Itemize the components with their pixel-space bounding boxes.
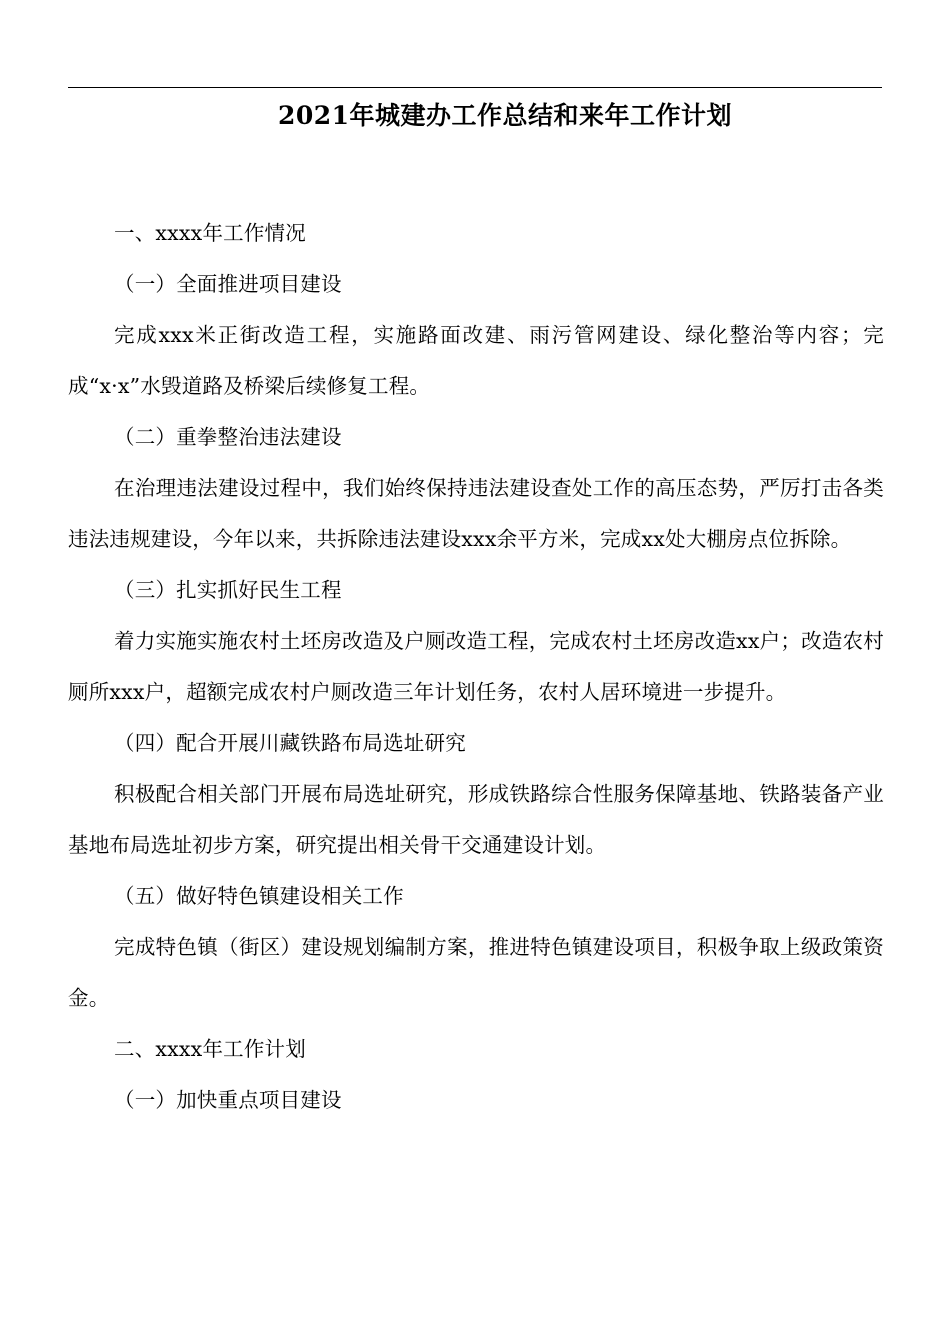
section-heading-1: 一、xxxx年工作情况 (114, 221, 306, 245)
document-body (68, 208, 884, 1126)
subheading-1-4: （四）配合开展川藏铁路布局选址研究 (114, 731, 466, 755)
subheading-1-3: （三）扎实抓好民生工程 (114, 578, 342, 602)
subheading-2-1: （一）加快重点项目建设 (114, 1088, 342, 1112)
paragraph-1-1: 完成xxx米正街改造工程，实施路面改建、雨污管网建设、绿化整治等内容；完成“x·x”水毁道路及桥梁后续修复工程。 (68, 323, 884, 398)
paragraph-1-2: 在治理违法建设过程中，我们始终保持违法建设查处工作的高压态势，严厉打击各类违法违规建设，今年以来，共拆除违法建设xxx余平方米，完成xx处大棚房点位拆除。 (68, 476, 884, 551)
paragraph-1-4: 积极配合相关部门开展布局选址研究，形成铁路综合性服务保障基地、铁路装备产业基地布局选址初步方案，研究提出相关骨干交通建设计划。 (68, 782, 884, 857)
paragraph-1-5: 完成特色镇（街区）建设规划编制方案，推进特色镇建设项目，积极争取上级政策资金。 (68, 935, 884, 1010)
section-heading-2: 二、xxxx年工作计划 (114, 1037, 306, 1061)
subheading-1-2: （二）重拳整治违法建设 (114, 425, 342, 449)
document-title: 2021年城建办工作总结和来年工作计划 (277, 101, 733, 130)
subheading-1-5: （五）做好特色镇建设相关工作 (114, 884, 404, 908)
subheading-1-1: （一）全面推进项目建设 (114, 272, 342, 296)
header-rule (68, 87, 882, 88)
paragraph-1-3: 着力实施实施农村土坯房改造及户厕改造工程，完成农村土坯房改造xx户；改造农村厕所xxx户，超额完成农村户厕改造三年计划任务，农村人居环境进一步提升。 (68, 629, 884, 704)
